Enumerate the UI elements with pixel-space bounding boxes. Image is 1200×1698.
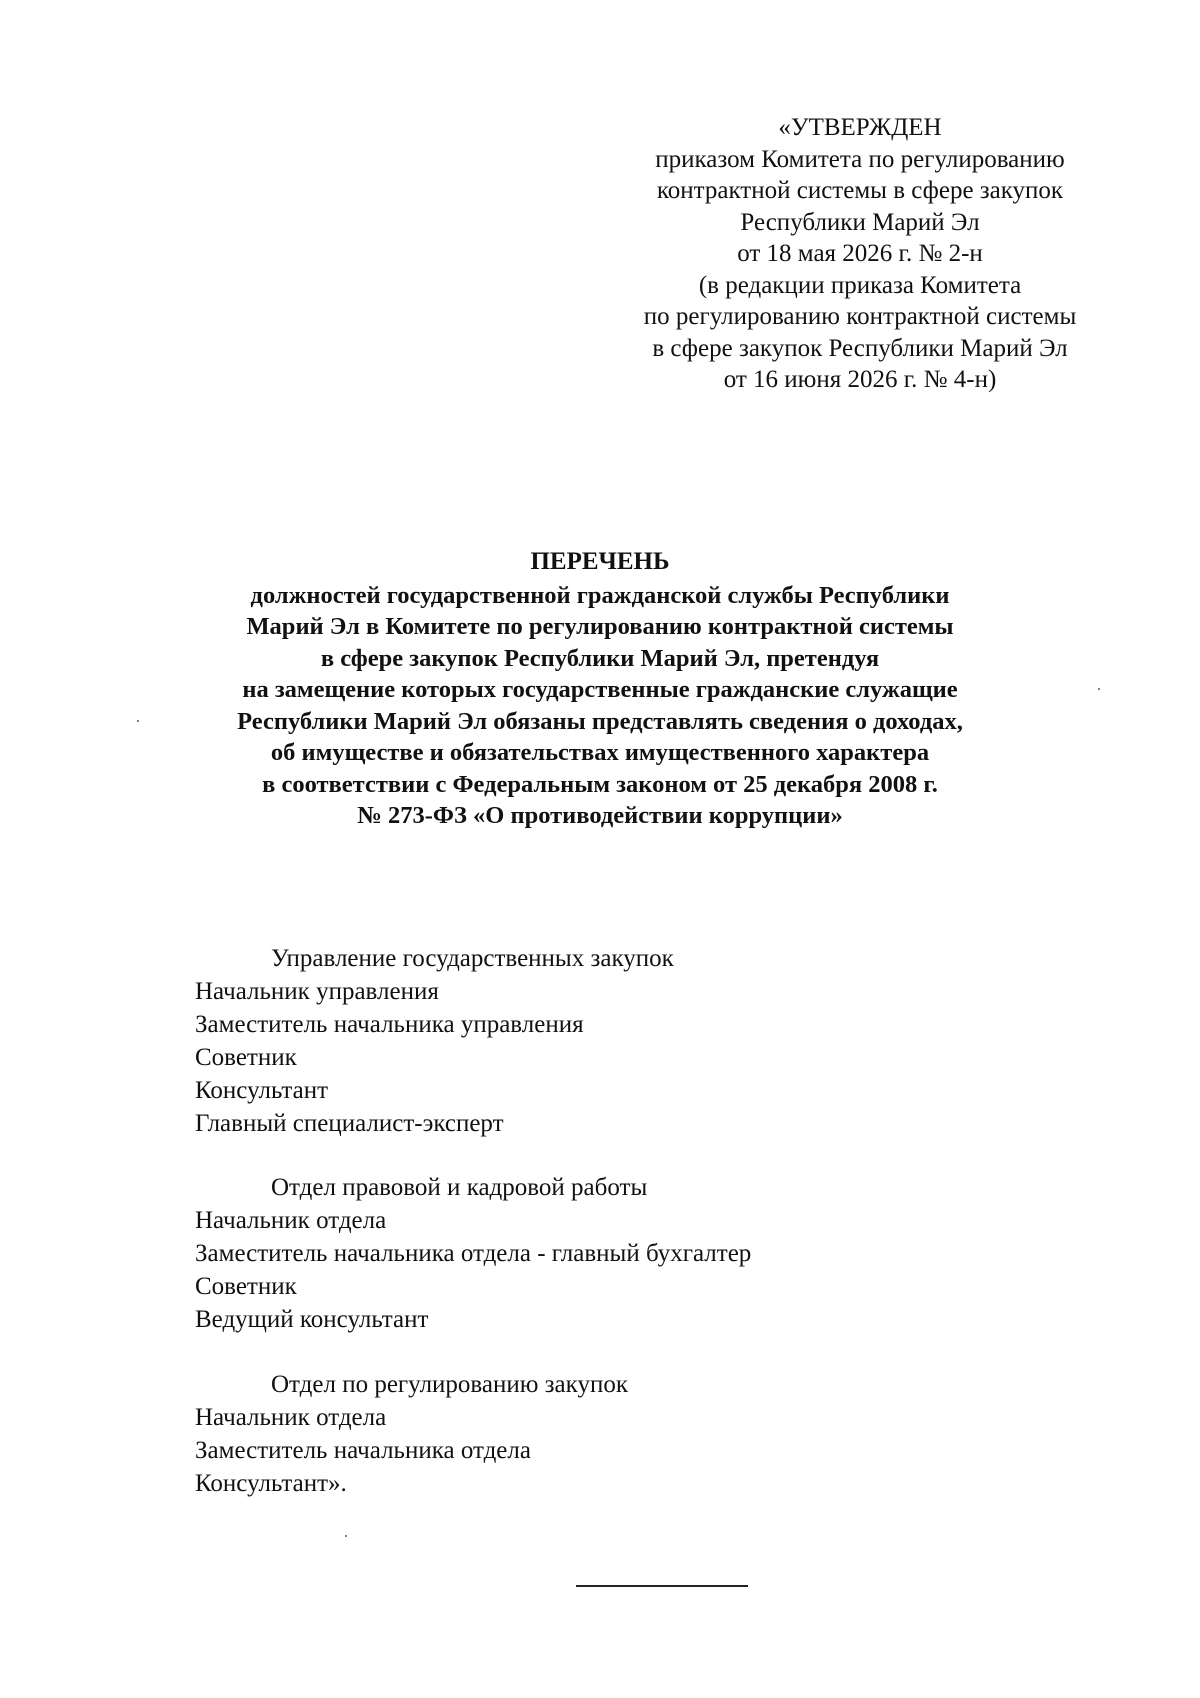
- approval-line: контрактной системы в сфере закупок: [656, 177, 1064, 204]
- section-procurement-department: [195, 942, 1095, 1140]
- document-title: ПЕРЕЧЕНЬ: [530, 548, 670, 575]
- approval-line: «УТВЕРЖДЕН: [778, 114, 942, 141]
- scan-speck: [137, 720, 139, 722]
- title-line: № 273-ФЗ «О противодействии коррупции»: [357, 802, 843, 829]
- position-item: Советник: [195, 1044, 297, 1071]
- position-item: Начальник отдела: [195, 1207, 387, 1234]
- approval-line: (в редакции приказа Комитета: [698, 271, 1022, 299]
- position-item: Заместитель начальника отдела: [195, 1437, 531, 1464]
- title-line: Марий Эл в Комитете по регулированию контрактной системы: [246, 613, 954, 640]
- title-line: на замещение которых государственные гражданские служащие: [242, 676, 958, 703]
- scan-speck: [1098, 688, 1100, 690]
- position-item: Советник: [195, 1273, 297, 1300]
- title-line: об имуществе и обязательствах имущественного характера: [270, 739, 930, 766]
- section-procurement-regulation-department: [195, 1368, 1095, 1500]
- position-item: Начальник управления: [195, 978, 439, 1005]
- title-line: в соответствии с Федеральным законом от 25 декабря 2008 г.: [262, 770, 938, 798]
- position-item: Главный специалист-эксперт: [195, 1110, 504, 1137]
- approval-line: Республики Марий Эл: [740, 208, 980, 236]
- section-legal-hr-department: [195, 1171, 1095, 1336]
- approval-line: в сфере закупок Республики Марий Эл: [652, 334, 1068, 362]
- approval-line: по регулированию контрактной системы: [643, 303, 1077, 330]
- approval-stamp-block: [580, 112, 1140, 396]
- scan-speck: [345, 1535, 347, 1537]
- title-line: Республики Марий Эл обязаны представлять сведения о доходах,: [237, 707, 963, 735]
- section-heading: Отдел по регулированию закупок: [271, 1371, 628, 1398]
- position-item: Заместитель начальника управления: [195, 1011, 584, 1038]
- closing-divider-line: [576, 1585, 748, 1587]
- position-item: Консультант: [195, 1077, 329, 1104]
- position-item: Заместитель начальника отдела - главный бухгалтер: [195, 1240, 752, 1267]
- section-heading: Управление государственных закупок: [271, 945, 674, 972]
- approval-line: от 18 мая 2026 г. № 2-н: [737, 240, 983, 267]
- approval-line: приказом Комитета по регулированию: [655, 145, 1065, 173]
- title-line: в сфере закупок Республики Марий Эл, претендуя: [320, 644, 880, 672]
- position-item: Начальник отдела: [195, 1404, 387, 1431]
- document-title-block: [150, 546, 1050, 832]
- approval-line: от 16 июня 2026 г. № 4-н): [723, 366, 997, 393]
- title-line: должностей государственной гражданской службы Республики: [250, 581, 950, 609]
- position-item: Ведущий консультант: [195, 1306, 429, 1333]
- position-item: Консультант».: [195, 1470, 347, 1497]
- section-heading: Отдел правовой и кадровой работы: [271, 1174, 648, 1201]
